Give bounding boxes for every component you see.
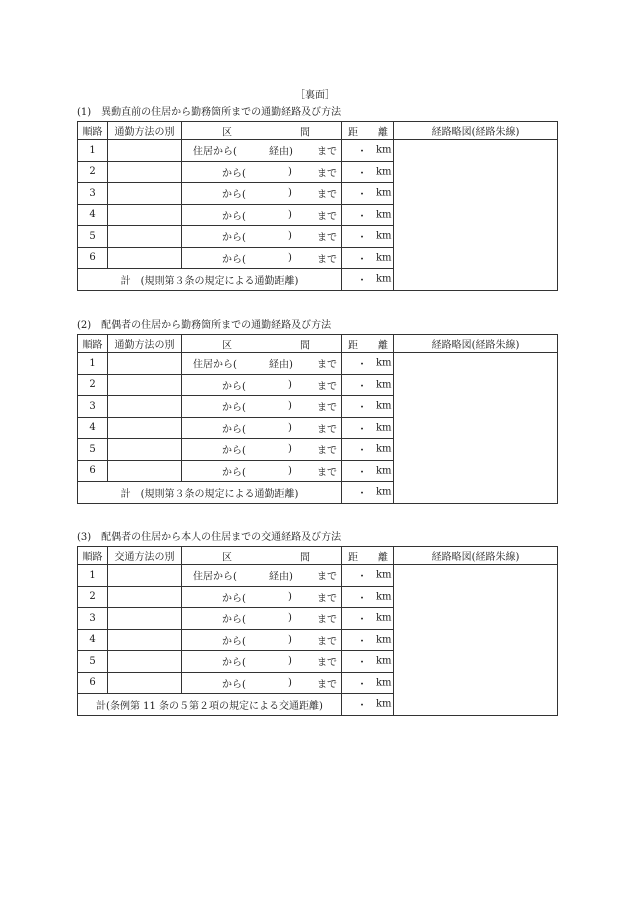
table-row [78, 140, 558, 162]
from-label: から( [222, 679, 246, 691]
distance-cell[interactable] [342, 353, 394, 375]
km-unit: km [376, 187, 392, 199]
until-label: まで [317, 445, 337, 457]
method-cell[interactable] [108, 672, 182, 694]
section-title: (1) 異動直前の住居から勤務箇所までの通勤経路及び方法 [77, 107, 342, 118]
section-title: (3) 配偶者の住居から本人の住居までの交通経路及び方法 [77, 532, 342, 543]
close-paren: ) [288, 379, 292, 391]
method-cell[interactable] [108, 353, 182, 375]
section-title: (2) 配偶者の住居から勤務箇所までの通勤経路及び方法 [77, 320, 332, 331]
from-label: から( [222, 614, 246, 626]
distance-cell[interactable] [342, 417, 394, 439]
via-label: 経由) [269, 571, 293, 583]
until-label: まで [317, 679, 337, 691]
section-cell[interactable] [182, 396, 342, 418]
route-map-area[interactable] [394, 140, 558, 291]
section-cell[interactable] [182, 226, 342, 248]
distance-cell[interactable] [342, 183, 394, 205]
from-label: から( [222, 189, 246, 201]
method-cell[interactable] [108, 460, 182, 482]
close-paren: ) [288, 591, 292, 603]
km-unit: km [376, 698, 392, 710]
total-label: 計 (規則第３条の規定による通勤距離) [78, 269, 342, 291]
from-label: から( [222, 211, 246, 223]
km-unit: km [376, 252, 392, 264]
until-label: まで [317, 168, 337, 180]
until-label: まで [317, 571, 337, 583]
decimal-dot: ・ [357, 657, 367, 669]
from-label: から( [222, 402, 246, 414]
close-paren: ) [288, 677, 292, 689]
section-cell[interactable] [182, 353, 342, 375]
header-section [182, 122, 342, 140]
from-label: から( [222, 467, 246, 479]
close-paren: ) [288, 166, 292, 178]
distance-cell[interactable] [342, 651, 394, 673]
distance-cell[interactable] [342, 629, 394, 651]
until-label: まで [317, 614, 337, 626]
km-unit: km [376, 677, 392, 689]
route-number: 2 [78, 161, 108, 183]
close-paren: ) [288, 422, 292, 434]
route-number: 5 [78, 439, 108, 461]
route-number: 1 [78, 565, 108, 587]
section-cell[interactable] [182, 417, 342, 439]
route-number: 5 [78, 651, 108, 673]
decimal-dot: ・ [357, 254, 367, 266]
method-cell[interactable] [108, 204, 182, 226]
header-section-right: 間 [300, 340, 310, 351]
distance-cell[interactable] [342, 608, 394, 630]
decimal-dot: ・ [357, 275, 367, 287]
header-section-right: 間 [300, 127, 310, 138]
until-label: まで [317, 359, 337, 371]
header-route-no: 順路 [78, 547, 108, 565]
section-cell[interactable] [182, 629, 342, 651]
km-unit: km [376, 612, 392, 624]
until-label: まで [317, 424, 337, 436]
close-paren: ) [288, 612, 292, 624]
close-paren: ) [288, 187, 292, 199]
section-cell[interactable] [182, 161, 342, 183]
header-distance [342, 547, 394, 565]
header-method: 交通方法の別 [108, 547, 182, 565]
route-number: 3 [78, 183, 108, 205]
decimal-dot: ・ [357, 571, 367, 583]
distance-cell[interactable] [342, 565, 394, 587]
distance-cell[interactable] [342, 439, 394, 461]
header-distance-right: 離 [378, 340, 388, 351]
km-unit: km [376, 379, 392, 391]
section-cell[interactable] [182, 374, 342, 396]
distance-cell[interactable] [342, 460, 394, 482]
route-number: 2 [78, 374, 108, 396]
from-label: から( [222, 657, 246, 669]
from-label: から( [222, 445, 246, 457]
header-distance-left: 距 [348, 552, 358, 563]
route-number: 3 [78, 608, 108, 630]
distance-cell[interactable] [342, 672, 394, 694]
route-number: 1 [78, 140, 108, 162]
header-route-map: 経路略図(経路朱線) [394, 335, 558, 353]
table-header-row [78, 547, 558, 565]
total-distance-cell[interactable] [342, 269, 394, 291]
decimal-dot: ・ [357, 146, 367, 158]
from-residence-label: 住居から( [193, 571, 237, 583]
close-paren: ) [288, 209, 292, 221]
decimal-dot: ・ [357, 467, 367, 479]
method-cell[interactable] [108, 247, 182, 269]
section-cell[interactable] [182, 565, 342, 587]
route-number: 5 [78, 226, 108, 248]
via-label: 経由) [269, 146, 293, 158]
route-number: 6 [78, 247, 108, 269]
km-unit: km [376, 209, 392, 221]
header-distance-right: 離 [378, 552, 388, 563]
total-distance-cell[interactable] [342, 482, 394, 504]
km-unit: km [376, 400, 392, 412]
method-cell[interactable] [108, 183, 182, 205]
km-unit: km [376, 144, 392, 156]
decimal-dot: ・ [357, 359, 367, 371]
km-unit: km [376, 230, 392, 242]
from-label: から( [222, 168, 246, 180]
table-header-row [78, 122, 558, 140]
until-label: まで [317, 254, 337, 266]
until-label: まで [317, 467, 337, 479]
section-cell[interactable] [182, 608, 342, 630]
table-row [78, 565, 558, 587]
from-label: から( [222, 593, 246, 605]
method-cell[interactable] [108, 608, 182, 630]
route-number: 3 [78, 396, 108, 418]
decimal-dot: ・ [357, 168, 367, 180]
route-number: 4 [78, 417, 108, 439]
method-cell[interactable] [108, 140, 182, 162]
close-paren: ) [288, 634, 292, 646]
header-section [182, 335, 342, 353]
km-unit: km [376, 422, 392, 434]
header-method: 通勤方法の別 [108, 122, 182, 140]
distance-cell[interactable] [342, 374, 394, 396]
decimal-dot: ・ [357, 381, 367, 393]
total-label: 計(条例第 11 条の５第２項の規定による交通距離) [78, 694, 342, 716]
from-residence-label: 住居から( [193, 359, 237, 371]
total-distance-cell[interactable] [342, 694, 394, 716]
decimal-dot: ・ [357, 679, 367, 691]
header-distance-left: 距 [348, 127, 358, 138]
header-route-no: 順路 [78, 122, 108, 140]
distance-cell[interactable] [342, 204, 394, 226]
route-number: 6 [78, 672, 108, 694]
method-cell[interactable] [108, 396, 182, 418]
until-label: まで [317, 402, 337, 414]
from-label: から( [222, 232, 246, 244]
method-cell[interactable] [108, 565, 182, 587]
km-unit: km [376, 166, 392, 178]
decimal-dot: ・ [357, 232, 367, 244]
route-map-area[interactable] [394, 353, 558, 504]
method-cell[interactable] [108, 374, 182, 396]
km-unit: km [376, 465, 392, 477]
section-cell[interactable] [182, 586, 342, 608]
decimal-dot: ・ [357, 445, 367, 457]
header-distance-right: 離 [378, 127, 388, 138]
method-cell[interactable] [108, 161, 182, 183]
route-number: 4 [78, 629, 108, 651]
close-paren: ) [288, 655, 292, 667]
km-unit: km [376, 591, 392, 603]
header-method: 通勤方法の別 [108, 335, 182, 353]
close-paren: ) [288, 252, 292, 264]
route-map-area[interactable] [394, 565, 558, 716]
decimal-dot: ・ [357, 488, 367, 500]
table-header-row [78, 335, 558, 353]
section-cell[interactable] [182, 651, 342, 673]
close-paren: ) [288, 443, 292, 455]
method-cell[interactable] [108, 226, 182, 248]
until-label: まで [317, 381, 337, 393]
from-label: から( [222, 424, 246, 436]
header-section-right: 間 [300, 552, 310, 563]
section-cell[interactable] [182, 460, 342, 482]
section-cell[interactable] [182, 247, 342, 269]
route-number: 1 [78, 353, 108, 375]
route-number: 6 [78, 460, 108, 482]
until-label: まで [317, 593, 337, 605]
close-paren: ) [288, 465, 292, 477]
from-label: から( [222, 636, 246, 648]
header-distance [342, 335, 394, 353]
section-cell[interactable] [182, 439, 342, 461]
route-table [77, 334, 558, 504]
section-cell[interactable] [182, 183, 342, 205]
close-paren: ) [288, 230, 292, 242]
header-section-left: 区 [222, 340, 232, 351]
decimal-dot: ・ [357, 700, 367, 712]
distance-cell[interactable] [342, 226, 394, 248]
from-residence-label: 住居から( [193, 146, 237, 158]
via-label: 経由) [269, 359, 293, 371]
section-cell[interactable] [182, 204, 342, 226]
header-route-map: 経路略図(経路朱線) [394, 122, 558, 140]
decimal-dot: ・ [357, 189, 367, 201]
km-unit: km [376, 273, 392, 285]
km-unit: km [376, 569, 392, 581]
distance-cell[interactable] [342, 161, 394, 183]
distance-cell[interactable] [342, 247, 394, 269]
header-distance-left: 距 [348, 340, 358, 351]
decimal-dot: ・ [357, 424, 367, 436]
page-header: ［裏面］ [295, 90, 335, 101]
route-number: 4 [78, 204, 108, 226]
method-cell[interactable] [108, 439, 182, 461]
distance-cell[interactable] [342, 140, 394, 162]
km-unit: km [376, 357, 392, 369]
method-cell[interactable] [108, 651, 182, 673]
km-unit: km [376, 486, 392, 498]
total-label: 計 (規則第３条の規定による通勤距離) [78, 482, 342, 504]
route-table [77, 546, 558, 716]
route-number: 2 [78, 586, 108, 608]
decimal-dot: ・ [357, 614, 367, 626]
km-unit: km [376, 634, 392, 646]
header-distance [342, 122, 394, 140]
header-route-no: 順路 [78, 335, 108, 353]
km-unit: km [376, 443, 392, 455]
header-section [182, 547, 342, 565]
route-table [77, 121, 558, 291]
section-cell[interactable] [182, 140, 342, 162]
decimal-dot: ・ [357, 402, 367, 414]
distance-cell[interactable] [342, 396, 394, 418]
decimal-dot: ・ [357, 636, 367, 648]
until-label: まで [317, 211, 337, 223]
table-row [78, 353, 558, 375]
method-cell[interactable] [108, 586, 182, 608]
close-paren: ) [288, 400, 292, 412]
until-label: まで [317, 189, 337, 201]
until-label: まで [317, 232, 337, 244]
until-label: まで [317, 146, 337, 158]
section-cell[interactable] [182, 672, 342, 694]
until-label: まで [317, 636, 337, 648]
from-label: から( [222, 381, 246, 393]
header-section-left: 区 [222, 552, 232, 563]
method-cell[interactable] [108, 629, 182, 651]
from-label: から( [222, 254, 246, 266]
header-route-map: 経路略図(経路朱線) [394, 547, 558, 565]
km-unit: km [376, 655, 392, 667]
method-cell[interactable] [108, 417, 182, 439]
decimal-dot: ・ [357, 211, 367, 223]
decimal-dot: ・ [357, 593, 367, 605]
distance-cell[interactable] [342, 586, 394, 608]
header-section-left: 区 [222, 127, 232, 138]
until-label: まで [317, 657, 337, 669]
